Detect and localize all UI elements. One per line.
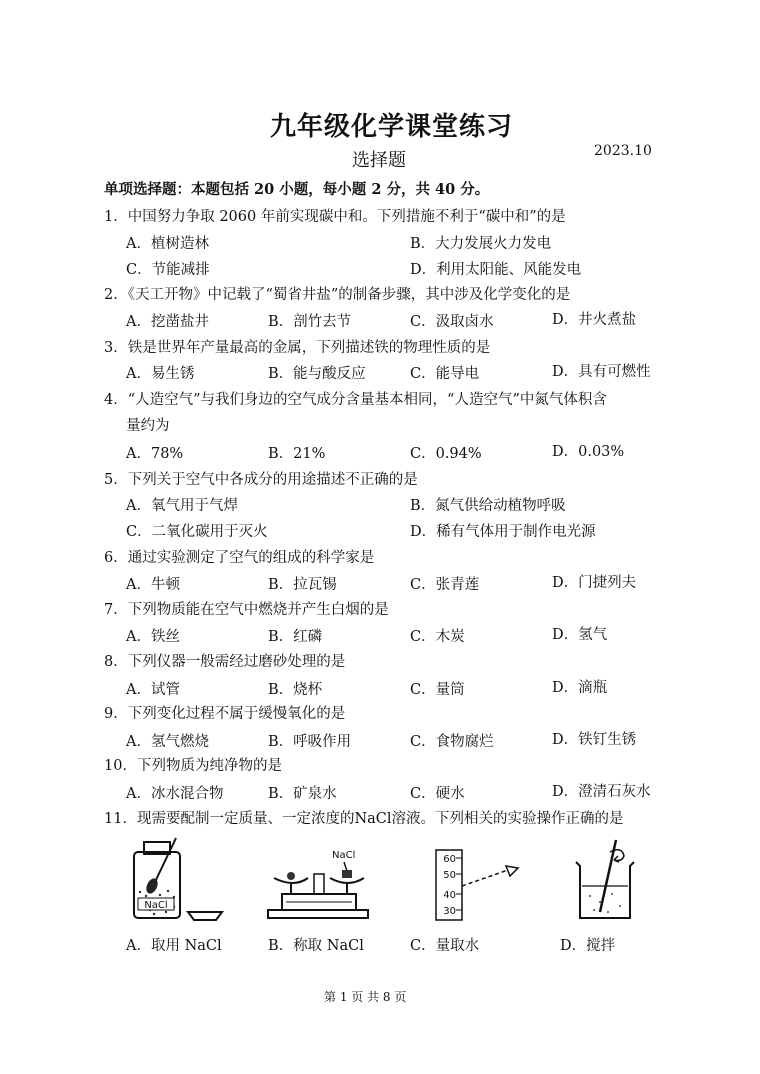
- question-3-stem: 3．铁是世界年产量最高的金属，下列描述铁的物理性质的是: [104, 340, 491, 356]
- q3-option-c: C．能导电: [410, 366, 480, 382]
- q7-option-a: A．铁丝: [126, 629, 180, 645]
- section-heading: 单项选择题：本题包括 20 小题，每小题 2 分，共 40 分。: [104, 181, 490, 198]
- cylinder-tick-50: 50: [443, 870, 456, 881]
- balance-label: NaCl: [332, 850, 356, 861]
- page-footer: 第 1 页 共 8 页: [324, 990, 407, 1004]
- q10-option-b: B．矿泉水: [268, 786, 337, 802]
- question-4-stem-cont: 量约为: [126, 418, 170, 434]
- q11-option-b: B．称取 NaCl: [268, 938, 364, 954]
- q9-option-c: C．食物腐烂: [410, 734, 494, 750]
- q4-option-c: C．0.94%: [410, 446, 482, 462]
- q4-option-a: A．78%: [126, 446, 184, 462]
- q8-option-c: C．量筒: [410, 682, 465, 698]
- question-2-stem: 2．《天工开物》中记载了“蜀省井盐”的制备步骤，其中涉及化学变化的是: [104, 287, 571, 303]
- q2-option-d: D．井火煮盐: [552, 312, 637, 328]
- question-10-stem: 10．下列物质为纯净物的是: [104, 758, 282, 774]
- q10-option-c: C．硬水: [410, 786, 465, 802]
- q9-option-b: B．呼吸作用: [268, 734, 352, 750]
- question-7-stem: 7．下列物质能在空气中燃烧并产生白烟的是: [104, 602, 389, 618]
- q7-option-c: C．木炭: [410, 629, 465, 645]
- q4-option-d: D．0.03%: [552, 444, 625, 460]
- q6-option-d: D．门捷列夫: [552, 575, 637, 591]
- q6-option-b: B．拉瓦锡: [268, 577, 337, 593]
- question-11-stem: 11．现需要配制一定质量、一定浓度的NaCl溶液。下列相关的实验操作正确的是: [104, 811, 624, 827]
- q7-option-b: B．红磷: [268, 629, 323, 645]
- q10-option-d: D．澄清石灰水: [552, 784, 651, 800]
- q8-option-d: D．滴瓶: [552, 680, 608, 696]
- cylinder-tick-40: 40: [443, 890, 456, 901]
- q5-option-d: D．稀有气体用于制作电光源: [410, 524, 596, 540]
- question-1-stem: 1．中国努力争取 2060 年前实现碳中和。下列措施不利于“碳中和”的是: [104, 209, 566, 225]
- question-9-stem: 9．下列变化过程不属于缓慢氧化的是: [104, 706, 346, 722]
- q5-option-b: B．氮气供给动植物呼吸: [410, 498, 566, 514]
- page-title: 九年级化学课堂练习: [270, 112, 514, 142]
- q1-option-c: C．节能减排: [126, 262, 210, 278]
- q1-option-b: B．大力发展火力发电: [410, 236, 552, 252]
- q8-option-b: B．烧杯: [268, 682, 323, 698]
- q11-option-a: A．取用 NaCl: [126, 938, 222, 954]
- q9-option-a: A．氢气燃烧: [126, 734, 209, 750]
- cylinder-tick-30: 30: [443, 906, 456, 917]
- page-subtitle: 选择题: [352, 150, 406, 171]
- figure-measure-water: [430, 846, 530, 922]
- date-label: 2023.10: [594, 143, 652, 159]
- q2-option-b: B．剖竹去节: [268, 314, 352, 330]
- q6-option-a: A．牛顿: [126, 577, 180, 593]
- cylinder-tick-60: 60: [443, 854, 456, 865]
- question-6-stem: 6．通过实验测定了空气的组成的科学家是: [104, 550, 375, 566]
- q5-option-a: A．氧气用于气焊: [126, 498, 238, 514]
- q11-option-d: D．搅拌: [560, 938, 616, 954]
- q5-option-c: C．二氧化碳用于灭火: [126, 524, 268, 540]
- q3-option-d: D．具有可燃性: [552, 364, 651, 380]
- q3-option-a: A．易生锈: [126, 366, 195, 382]
- figure-take-nacl: [124, 832, 234, 924]
- q10-option-a: A．冰水混合物: [126, 786, 224, 802]
- figure-stir: [570, 836, 640, 924]
- jar-label: NaCl: [144, 900, 168, 911]
- q3-option-b: B．能与酸反应: [268, 366, 366, 382]
- question-4-stem: 4．“人造空气”与我们身边的空气成分含量基本相同，“人造空气”中氮气体积含: [104, 392, 607, 408]
- q11-option-c: C．量取水: [410, 938, 480, 954]
- q7-option-d: D．氢气: [552, 627, 608, 643]
- q4-option-b: B．21%: [268, 446, 326, 462]
- q1-option-d: D．利用太阳能、风能发电: [410, 262, 582, 278]
- q1-option-a: A．植树造林: [126, 236, 209, 252]
- q9-option-d: D．铁钉生锈: [552, 732, 637, 748]
- q2-option-a: A．挖凿盐井: [126, 314, 209, 330]
- q8-option-a: A．试管: [126, 682, 180, 698]
- q6-option-c: C．张青莲: [410, 577, 480, 593]
- q2-option-c: C．汲取卤水: [410, 314, 494, 330]
- question-8-stem: 8．下列仪器一般需经过磨砂处理的是: [104, 654, 346, 670]
- question-5-stem: 5．下列关于空气中各成分的用途描述不正确的是: [104, 472, 418, 488]
- figure-weigh-nacl: [264, 840, 376, 924]
